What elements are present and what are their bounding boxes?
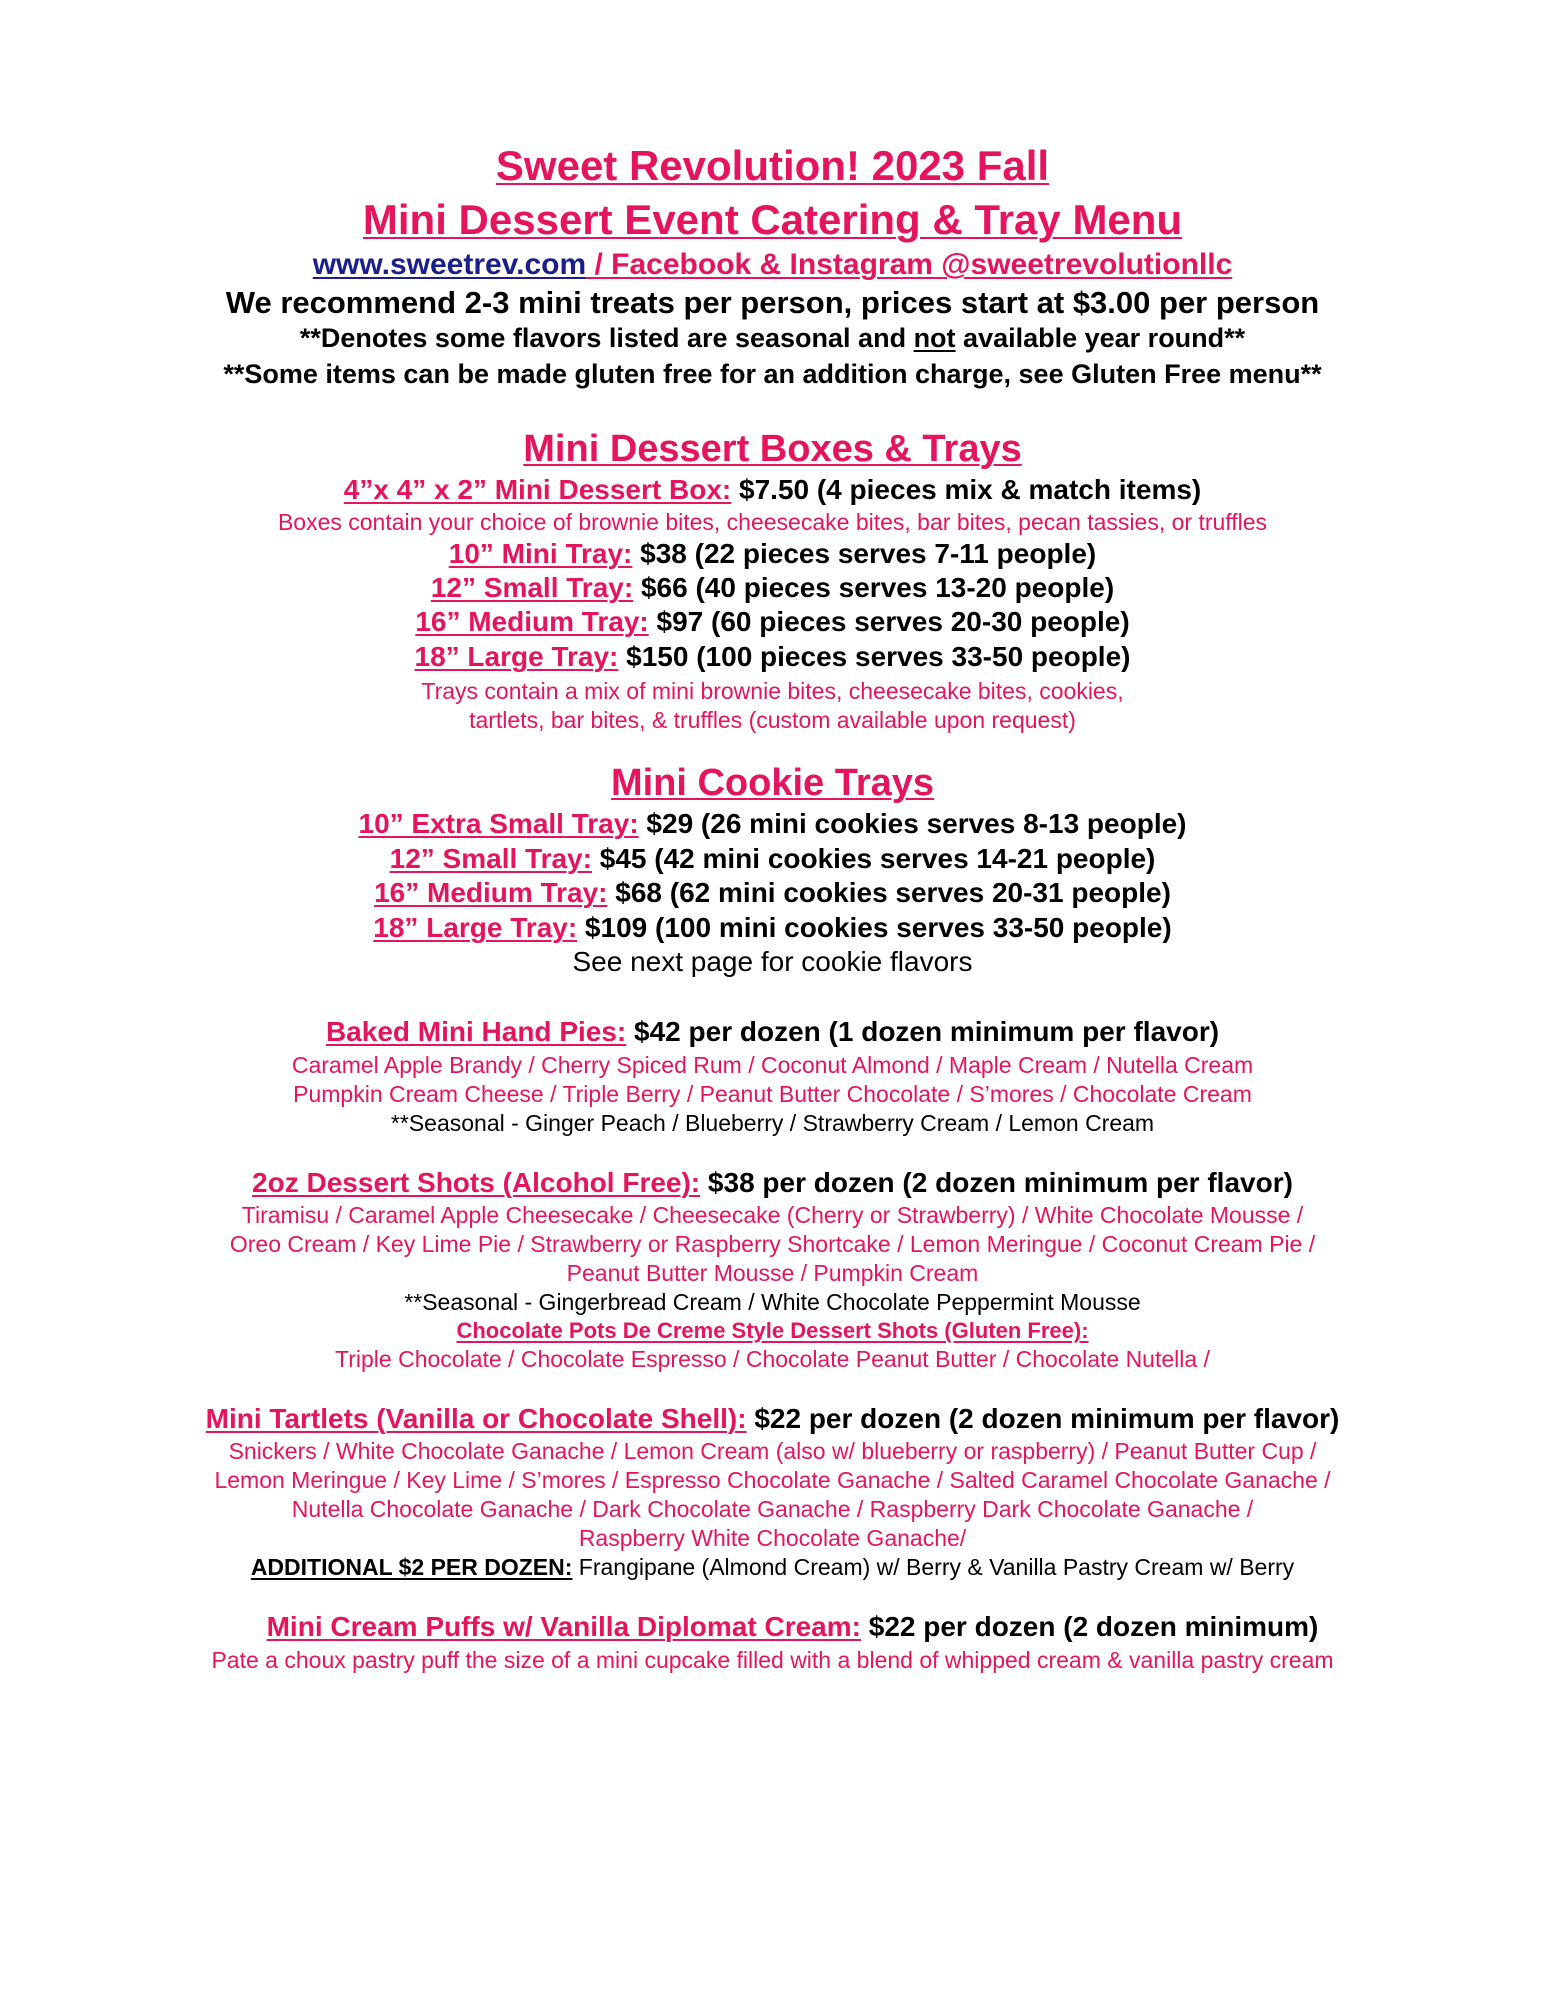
tartlets-flavors-1: Snickers / White Chocolate Ganache / Lemon Cream (also w/ blueberry or raspberry) / Peanut Butter Cup / bbox=[228, 1438, 1317, 1464]
hand-pies-line: Baked Mini Hand Pies: $42 per dozen (1 dozen minimum per flavor) bbox=[325, 1016, 1220, 1047]
hand-pies-seasonal: **Seasonal - Ginger Peach / Blueberry / Strawberry Cream / Lemon Cream bbox=[390, 1110, 1155, 1136]
tartlets-line: Mini Tartlets (Vanilla or Chocolate Shell): $22 per dozen (2 dozen minimum per flavor) bbox=[205, 1403, 1340, 1434]
tray-large: 18” Large Tray: $150 (100 pieces serves 33-50 people) bbox=[414, 641, 1131, 672]
gluten-note: **Some items can be made gluten free for an addition charge, see Gluten Free menu** bbox=[223, 359, 1322, 389]
website-link[interactable]: www.sweetrev.com bbox=[312, 248, 587, 281]
cream-puffs-description: Pate a choux pastry puff the size of a mini cupcake filled with a blend of whipped cream & vanilla pastry cream bbox=[211, 1647, 1334, 1673]
cookies-heading: Mini Cookie Trays bbox=[610, 762, 935, 804]
hand-pies-flavors-1: Caramel Apple Brandy / Cherry Spiced Rum / Coconut Almond / Maple Cream / Nutella Cream bbox=[291, 1052, 1254, 1078]
tartlets-additional: ADDITIONAL $2 PER DOZEN: Frangipane (Almond Cream) w/ Berry & Vanilla Pastry Cream w/ Berry bbox=[250, 1554, 1295, 1580]
cookie-next-page: See next page for cookie flavors bbox=[572, 946, 973, 977]
shots-flavors-1: Tiramisu / Caramel Apple Cheesecake / Cheesecake (Cherry or Strawberry) / White Chocolate Mousse / bbox=[241, 1202, 1304, 1228]
tray-medium: 16” Medium Tray: $97 (60 pieces serves 20-30 people) bbox=[415, 606, 1130, 637]
shots-seasonal: **Seasonal - Gingerbread Cream / White Chocolate Peppermint Mousse bbox=[404, 1289, 1141, 1315]
pots-de-creme-heading: Chocolate Pots De Creme Style Dessert Shots (Gluten Free): bbox=[456, 1318, 1089, 1343]
shots-flavors-2: Oreo Cream / Key Lime Pie / Strawberry or Raspberry Shortcake / Lemon Meringue / Coconut Cream Pie / bbox=[229, 1231, 1316, 1257]
recommend-text: We recommend 2-3 mini treats per person, prices start at $3.00 per person bbox=[225, 285, 1320, 320]
cookie-tray-small: 12” Small Tray: $45 (42 mini cookies serves 14-21 people) bbox=[389, 843, 1156, 874]
hand-pies-flavors-2: Pumpkin Cream Cheese / Triple Berry / Peanut Butter Chocolate / S’mores / Chocolate Cream bbox=[293, 1081, 1252, 1107]
tray-mini: 10” Mini Tray: $38 (22 pieces serves 7-11 people) bbox=[448, 538, 1097, 569]
cream-puffs-line: Mini Cream Puffs w/ Vanilla Diplomat Cream: $22 per dozen (2 dozen minimum) bbox=[266, 1611, 1319, 1642]
dessert-box-line: 4”x 4” x 2” Mini Dessert Box: $7.50 (4 pieces mix & match items) bbox=[343, 474, 1202, 505]
shots-flavors-3: Peanut Butter Mousse / Pumpkin Cream bbox=[566, 1260, 979, 1286]
tray-description-2: tartlets, bar bites, & truffles (custom available upon request) bbox=[469, 707, 1076, 733]
links-line bbox=[0, 248, 1545, 282]
cookie-tray-xsmall: 10” Extra Small Tray: $29 (26 mini cookies serves 8-13 people) bbox=[358, 808, 1187, 839]
cookie-tray-large: 18” Large Tray: $109 (100 mini cookies serves 33-50 people) bbox=[373, 912, 1172, 943]
box-description: Boxes contain your choice of brownie bites, cheesecake bites, bar bites, pecan tassies, or truffles bbox=[277, 509, 1268, 535]
pots-de-creme-flavors: Triple Chocolate / Chocolate Espresso / Chocolate Peanut Butter / Chocolate Nutella / bbox=[335, 1346, 1210, 1372]
tray-small: 12” Small Tray: $66 (40 pieces serves 13-20 people) bbox=[430, 572, 1115, 603]
tartlets-flavors-3: Nutella Chocolate Ganache / Dark Chocolate Ganache / Raspberry Dark Chocolate Ganache / bbox=[291, 1496, 1254, 1522]
boxes-heading: Mini Dessert Boxes & Trays bbox=[523, 428, 1022, 470]
tartlets-flavors-2: Lemon Meringue / Key Lime / S’mores / Espresso Chocolate Ganache / Salted Caramel Chocolate Ganache / bbox=[214, 1467, 1331, 1493]
seasonal-note: **Denotes some flavors listed are seasonal and not available year round** bbox=[299, 323, 1246, 353]
cookie-tray-medium: 16” Medium Tray: $68 (62 mini cookies serves 20-31 people) bbox=[374, 877, 1171, 908]
title-line-1: Sweet Revolution! 2023 Fall bbox=[495, 142, 1050, 189]
title-line-2: Mini Dessert Event Catering & Tray Menu bbox=[362, 196, 1183, 243]
social-link[interactable]: / Facebook & Instagram @sweetrevolutionllc bbox=[586, 248, 1233, 281]
dessert-shots-line: 2oz Dessert Shots (Alcohol Free): $38 per dozen (2 dozen minimum per flavor) bbox=[252, 1167, 1293, 1198]
tray-description-1: Trays contain a mix of mini brownie bites, cheesecake bites, cookies, bbox=[421, 678, 1124, 704]
tartlets-flavors-4: Raspberry White Chocolate Ganache/ bbox=[578, 1525, 967, 1551]
